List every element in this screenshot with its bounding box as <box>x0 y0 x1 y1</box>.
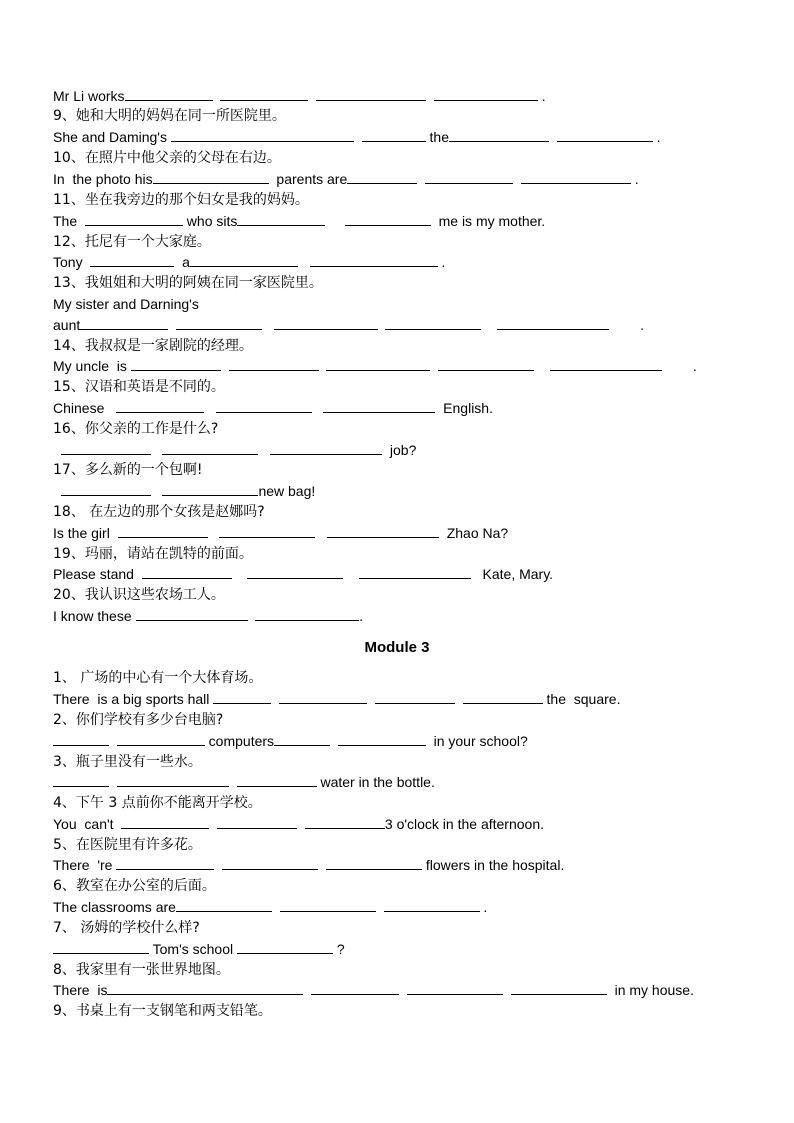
sentence-text <box>213 88 221 104</box>
answer-blank[interactable] <box>407 981 503 995</box>
sentence-text <box>53 442 61 458</box>
answer-blank[interactable] <box>176 316 262 330</box>
sentence-text: In the photo his <box>53 171 153 187</box>
answer-blank[interactable] <box>220 87 308 101</box>
sentence-text: 7、 汤姆的学校什么样? <box>53 920 200 936</box>
sentence-text: Is the girl <box>53 525 118 541</box>
sentence-text <box>343 566 359 582</box>
answer-blank[interactable] <box>362 128 426 142</box>
sentence-text: . <box>652 129 661 145</box>
sentence-text <box>297 816 305 832</box>
english-sentence <box>53 731 528 751</box>
sentence-text: a <box>174 254 190 270</box>
sentence-text <box>262 317 274 333</box>
answer-blank[interactable] <box>162 482 258 496</box>
answer-blank[interactable] <box>323 399 435 413</box>
answer-blank[interactable] <box>153 170 269 184</box>
sentence-text <box>232 566 248 582</box>
sentence-text: 15、汉语和英语是不同的。 <box>53 379 225 395</box>
chinese-prompt <box>53 502 265 522</box>
english-sentence <box>53 481 315 501</box>
chinese-prompt <box>53 377 225 397</box>
answer-blank[interactable] <box>131 357 221 371</box>
sentence-text <box>376 899 384 915</box>
english-sentence <box>53 440 416 460</box>
sentence-text <box>151 483 163 499</box>
sentence-text: My uncle is <box>53 358 131 374</box>
sentence-text: flowers in the hospital. <box>421 857 565 873</box>
sentence-text <box>549 129 557 145</box>
sentence-text: There 're <box>53 857 117 873</box>
answer-blank[interactable] <box>216 399 312 413</box>
chinese-prompt <box>53 460 202 480</box>
answer-blank[interactable] <box>550 357 662 371</box>
english-sentence <box>53 315 644 335</box>
sentence-text <box>204 400 216 416</box>
answer-blank[interactable] <box>213 690 271 704</box>
answer-blank[interactable] <box>85 212 183 226</box>
answer-blank[interactable] <box>121 815 209 829</box>
sentence-text: the <box>425 129 449 145</box>
english-sentence <box>53 897 487 917</box>
answer-blank[interactable] <box>274 316 378 330</box>
answer-blank[interactable] <box>136 607 248 621</box>
sentence-text: new bag! <box>258 483 316 499</box>
sentence-text: 9、书桌上有一支钢笔和两支铅笔。 <box>53 1003 272 1019</box>
answer-blank[interactable] <box>310 253 438 267</box>
sentence-text: 6、教室在办公室的后面。 <box>53 878 216 894</box>
sentence-text: computers <box>204 733 275 749</box>
english-sentence <box>53 939 345 959</box>
sentence-text: Chinese <box>53 400 117 416</box>
answer-blank[interactable] <box>53 940 149 954</box>
answer-blank[interactable] <box>375 690 455 704</box>
sentence-text: aunt <box>53 317 81 333</box>
sentence-text: There is a big sports hall <box>53 691 214 707</box>
sentence-text: Tony <box>53 254 91 270</box>
sentence-text: Tom's school <box>149 941 238 957</box>
sentence-text: 3 o'clock in the afternoon. <box>384 816 544 832</box>
sentence-text: 9、她和大明的妈妈在同一所医院里。 <box>53 108 286 124</box>
sentence-text <box>214 857 222 873</box>
answer-blank[interactable] <box>274 732 330 746</box>
sentence-text <box>248 608 256 624</box>
sentence-text: 16、你父亲的工作是什么? <box>53 421 219 437</box>
chinese-prompt <box>53 668 262 688</box>
answer-blank[interactable] <box>511 981 607 995</box>
sentence-text: 13、我姐姐和大明的阿姨在同一家医院里。 <box>53 275 323 291</box>
answer-blank[interactable] <box>117 732 205 746</box>
answer-blank[interactable] <box>255 607 359 621</box>
answer-blank[interactable] <box>53 732 109 746</box>
sentence-text <box>209 816 217 832</box>
chinese-prompt <box>53 585 225 605</box>
answer-blank[interactable] <box>118 524 208 538</box>
answer-blank[interactable] <box>61 482 151 496</box>
answer-blank[interactable] <box>222 856 318 870</box>
answer-blank[interactable] <box>247 565 343 579</box>
answer-blank[interactable] <box>463 690 543 704</box>
answer-blank[interactable] <box>190 253 298 267</box>
chinese-prompt <box>53 1001 272 1021</box>
sentence-text <box>109 733 117 749</box>
sentence-text: Zhao Na? <box>438 525 509 541</box>
answer-blank[interactable] <box>125 87 213 101</box>
sentence-text: The <box>53 213 85 229</box>
sentence-text <box>271 691 279 707</box>
sentence-text <box>109 774 117 790</box>
english-sentence <box>53 606 363 626</box>
chinese-prompt <box>53 793 262 813</box>
answer-blank[interactable] <box>347 170 417 184</box>
sentence-text: My sister and Darning's <box>53 296 199 312</box>
chinese-prompt <box>53 710 223 730</box>
sentence-text: . <box>537 88 546 104</box>
answer-blank[interactable] <box>219 524 315 538</box>
sentence-text: . <box>437 254 446 270</box>
english-sentence <box>53 814 544 834</box>
sentence-text: I know these <box>53 608 136 624</box>
sentence-text: ? <box>333 941 345 957</box>
sentence-text: the square. <box>542 691 621 707</box>
sentence-text: 12、托尼有一个大家庭。 <box>53 234 211 250</box>
sentence-text: 10、在照片中他父亲的父母在右边。 <box>53 150 281 166</box>
chinese-prompt <box>53 876 216 896</box>
chinese-prompt <box>53 273 323 293</box>
answer-blank[interactable] <box>237 773 317 787</box>
sentence-text: parents are <box>268 171 348 187</box>
sentence-text <box>303 982 311 998</box>
english-sentence <box>53 86 546 106</box>
sentence-text <box>298 254 310 270</box>
sentence-text <box>430 358 438 374</box>
english-sentence <box>53 523 508 543</box>
sentence-text: 11、坐在我旁边的那个妇女是我的妈妈。 <box>53 192 309 208</box>
sentence-text <box>168 317 176 333</box>
english-sentence <box>53 252 445 272</box>
sentence-text: 2、你们学校有多少台电脑? <box>53 712 224 728</box>
sentence-text <box>308 88 316 104</box>
answer-blank[interactable] <box>497 316 609 330</box>
sentence-text <box>325 213 344 229</box>
sentence-text <box>330 733 338 749</box>
sentence-text <box>534 358 550 374</box>
english-sentence <box>53 980 694 1000</box>
sentence-text: 19、玛丽，请站在凯特的前面。 <box>53 546 253 562</box>
chinese-prompt <box>53 544 253 564</box>
english-sentence <box>53 689 620 709</box>
sentence-text <box>455 691 463 707</box>
answer-blank[interactable] <box>338 732 426 746</box>
answer-blank[interactable] <box>327 524 439 538</box>
sentence-text <box>481 317 497 333</box>
sentence-text: 4、下午 3 点前你不能离开学校。 <box>53 795 262 811</box>
english-sentence <box>53 356 697 376</box>
sentence-text: water in the bottle. <box>316 774 435 790</box>
answer-blank[interactable] <box>305 815 385 829</box>
sentence-text <box>354 129 362 145</box>
answer-blank[interactable] <box>142 565 232 579</box>
answer-blank[interactable] <box>61 441 151 455</box>
chinese-prompt <box>53 419 218 439</box>
answer-blank[interactable] <box>237 212 325 226</box>
answer-blank[interactable] <box>345 212 431 226</box>
sentence-text <box>503 982 511 998</box>
answer-blank[interactable] <box>116 856 214 870</box>
english-sentence <box>53 855 564 875</box>
chinese-prompt <box>53 336 253 356</box>
sentence-text: There is <box>53 982 108 998</box>
sentence-text: . <box>661 358 697 374</box>
sentence-text: . <box>630 171 639 187</box>
answer-blank[interactable] <box>449 128 549 142</box>
sentence-text: 1、 广场的中心有一个大体育场。 <box>53 670 263 686</box>
sentence-text: She and Daming's <box>53 129 171 145</box>
answer-blank[interactable] <box>107 981 303 995</box>
answer-blank[interactable] <box>176 898 272 912</box>
sentence-text <box>513 171 521 187</box>
answer-blank[interactable] <box>326 357 430 371</box>
sentence-text <box>399 982 407 998</box>
sentence-text: 20、我认识这些农场工人。 <box>53 587 225 603</box>
sentence-text <box>221 358 229 374</box>
sentence-text <box>53 483 61 499</box>
sentence-text: The classrooms are <box>53 899 176 915</box>
sentence-text: who sits <box>182 213 238 229</box>
answer-blank[interactable] <box>117 773 229 787</box>
sentence-text <box>319 358 327 374</box>
answer-blank[interactable] <box>359 565 471 579</box>
chinese-prompt <box>53 106 286 126</box>
sentence-text: . <box>359 608 364 624</box>
answer-blank[interactable] <box>90 253 174 267</box>
sentence-text: Please stand <box>53 566 142 582</box>
sentence-text: 17、多么新的一个包啊! <box>53 462 203 478</box>
sentence-text: Mr Li works <box>53 88 125 104</box>
sentence-text: 8、我家里有一张世界地图。 <box>53 962 230 978</box>
answer-blank[interactable] <box>434 87 538 101</box>
chinese-prompt <box>53 190 309 210</box>
sentence-text: Kate, Mary. <box>470 566 554 582</box>
english-sentence <box>53 127 661 147</box>
sentence-text <box>378 317 386 333</box>
english-sentence <box>53 169 639 189</box>
chinese-prompt <box>53 918 200 938</box>
english-sentence <box>53 398 493 418</box>
answer-blank[interactable] <box>425 170 513 184</box>
sentence-text <box>208 525 220 541</box>
sentence-text: 14、我叔叔是一家剧院的经理。 <box>53 338 253 354</box>
sentence-text: . <box>609 317 645 333</box>
chinese-prompt <box>53 960 230 980</box>
sentence-text: in my house. <box>606 982 694 998</box>
sentence-text: You can't <box>53 816 122 832</box>
sentence-text <box>417 171 425 187</box>
answer-blank[interactable] <box>270 441 382 455</box>
english-sentence <box>53 564 553 584</box>
answer-blank[interactable] <box>237 940 333 954</box>
chinese-prompt <box>53 232 211 252</box>
sentence-text <box>312 400 324 416</box>
chinese-prompt <box>53 752 202 772</box>
sentence-text <box>367 691 375 707</box>
answer-blank[interactable] <box>521 170 631 184</box>
sentence-text <box>229 774 237 790</box>
sentence-text: 3、瓶子里没有一些水。 <box>53 754 202 770</box>
sentence-text <box>151 442 163 458</box>
answer-blank[interactable] <box>311 981 399 995</box>
sentence-text: English. <box>435 400 493 416</box>
chinese-prompt <box>53 835 202 855</box>
sentence-text: me is my mother. <box>430 213 546 229</box>
english-sentence <box>53 294 199 314</box>
sentence-text <box>315 525 327 541</box>
answer-blank[interactable] <box>171 128 354 142</box>
english-sentence <box>53 772 435 792</box>
answer-blank[interactable] <box>557 128 653 142</box>
answer-blank[interactable] <box>280 898 376 912</box>
sentence-text: job? <box>382 442 417 458</box>
sentence-text <box>318 857 326 873</box>
sentence-text: in your school? <box>425 733 528 749</box>
answer-blank[interactable] <box>326 856 422 870</box>
sentence-text: 18、 在左边的那个女孩是赵娜吗? <box>53 504 265 520</box>
answer-blank[interactable] <box>438 357 534 371</box>
sentence-text <box>426 88 434 104</box>
answer-blank[interactable] <box>116 399 204 413</box>
answer-blank[interactable] <box>217 815 297 829</box>
sentence-text: 5、在医院里有许多花。 <box>53 837 202 853</box>
answer-blank[interactable] <box>316 87 426 101</box>
english-sentence <box>53 211 545 231</box>
sentence-text <box>258 442 270 458</box>
answer-blank[interactable] <box>80 316 168 330</box>
sentence-text <box>272 899 280 915</box>
answer-blank[interactable] <box>279 690 367 704</box>
answer-blank[interactable] <box>229 357 319 371</box>
chinese-prompt <box>53 148 281 168</box>
section-heading: Module 3 <box>364 639 430 656</box>
sentence-text: . <box>479 899 488 915</box>
answer-blank[interactable] <box>53 773 109 787</box>
answer-blank[interactable] <box>384 898 480 912</box>
answer-blank[interactable] <box>385 316 481 330</box>
answer-blank[interactable] <box>162 441 258 455</box>
